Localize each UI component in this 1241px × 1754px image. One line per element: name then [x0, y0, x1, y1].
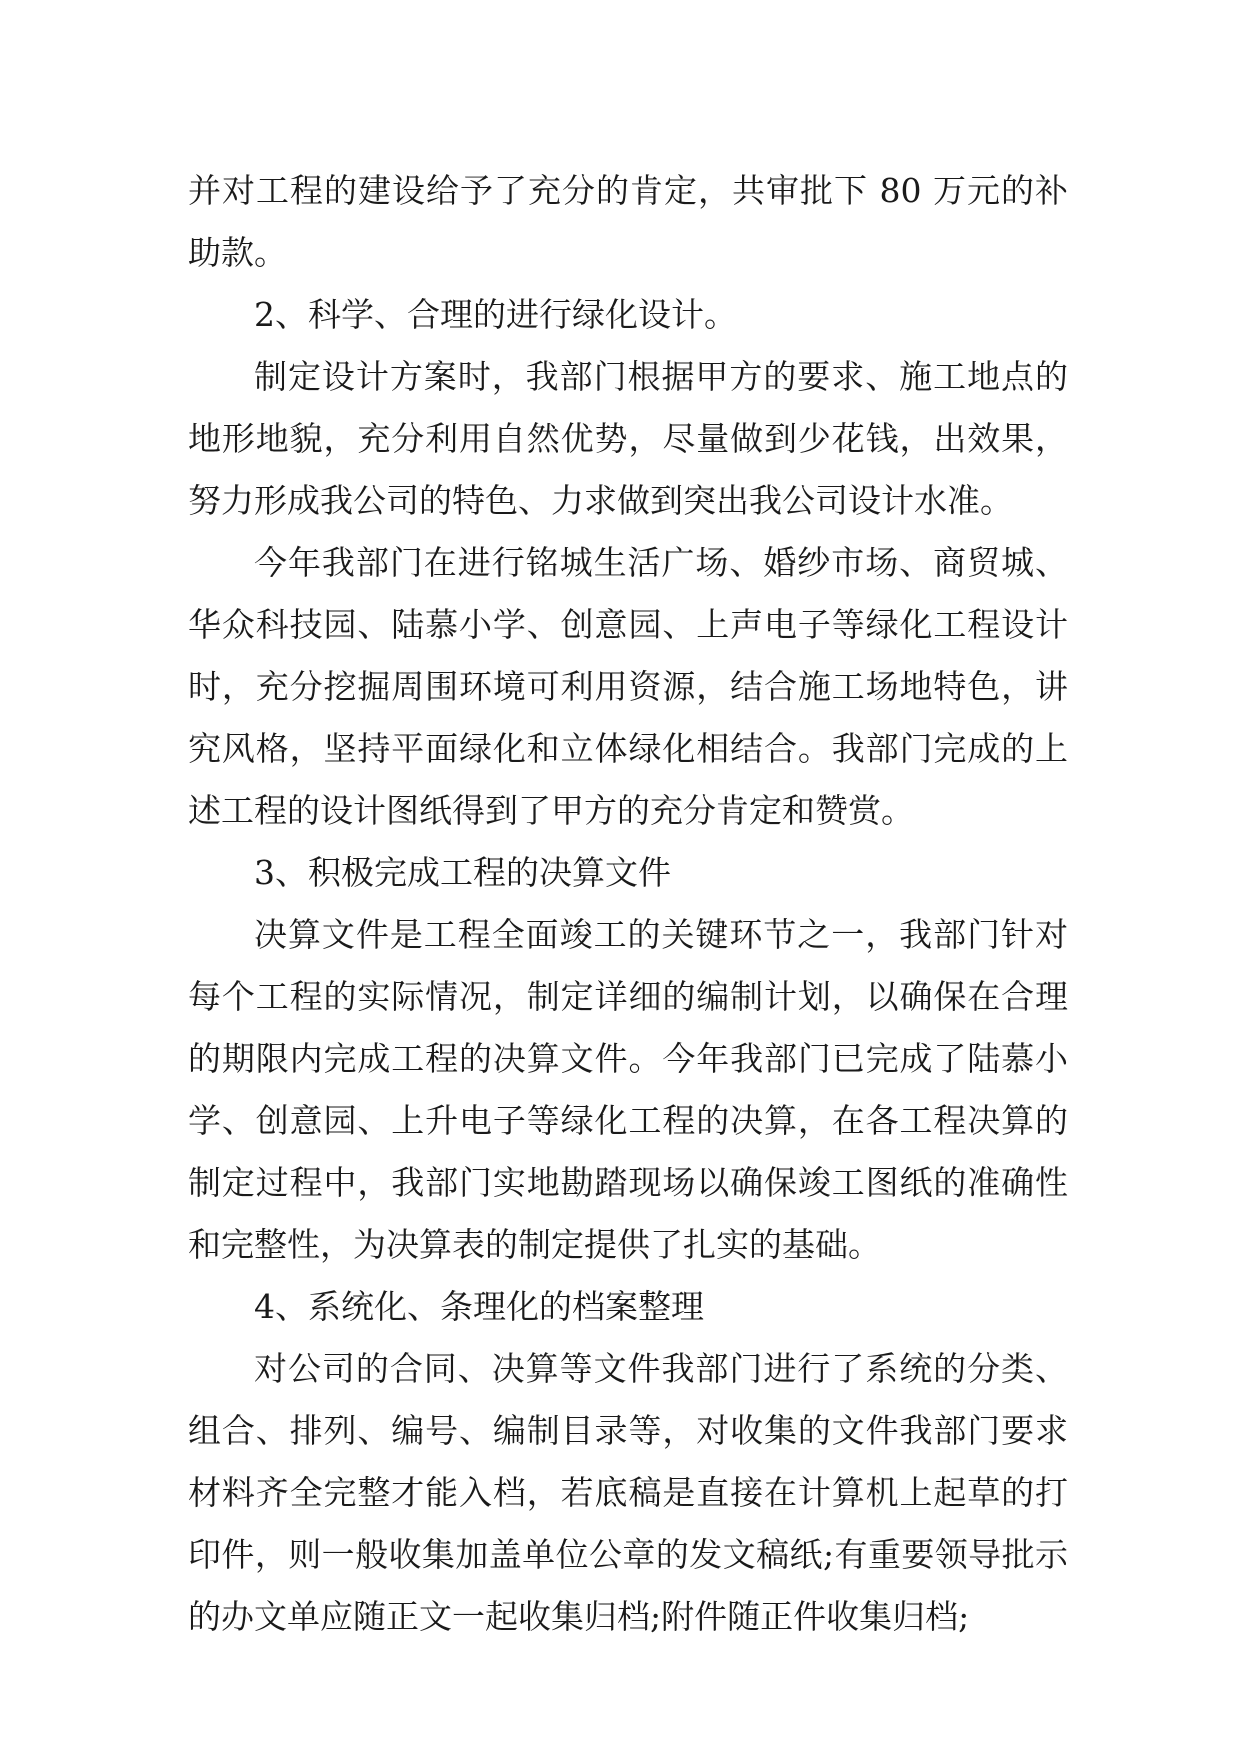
paragraph-final-accounts: 决算文件是工程全面竣工的关键环节之一，我部门针对每个工程的实际情况，制定详细的编制计划，以确保在合理的期限内完成工程的决算文件。今年我部门已完成了陆慕小学、创意园、上升电子等绿化工程的决算，在各工程决算的制定过程中，我部门实地勘踏现场以确保竣工图纸的准确性和完整性，为决算表的制定提供了扎实的基础。 [188, 915, 1068, 1264]
document-body [188, 160, 1068, 1648]
heading-final-accounts: 3、积极完成工程的决算文件 [254, 853, 671, 892]
paragraph-archive-management: 对公司的合同、决算等文件我部门进行了系统的分类、组合、排列、编号、编制目录等，对收集的文件我部门要求材料齐全完整才能入档，若底稿是直接在计算机上起草的打印件，则一般收集加盖单位公章的发文稿纸;有重要领导批示的办文单应随正文一起收集归档;附件随正件收集归档; [188, 1349, 1068, 1636]
paragraph-design-plan: 制定设计方案时，我部门根据甲方的要求、施工地点的地形地貌，充分利用自然优势，尽量做到少花钱，出效果，努力形成我公司的特色、力求做到突出我公司设计水准。 [188, 357, 1068, 520]
heading-archive-management: 4、系统化、条理化的档案整理 [254, 1287, 704, 1326]
heading-greening-design: 2、科学、合理的进行绿化设计。 [254, 295, 737, 334]
paragraph-continuation: 并对工程的建设给予了充分的肯定，共审批下 80 万元的补助款。 [188, 171, 1068, 272]
paragraph-design-projects: 今年我部门在进行铭城生活广场、婚纱市场、商贸城、华众科技园、陆慕小学、创意园、上声电子等绿化工程设计时，充分挖掘周围环境可利用资源，结合施工场地特色，讲究风格，坚持平面绿化和立体绿化相结合。我部门完成的上述工程的设计图纸得到了甲方的充分肯定和赞赏。 [188, 543, 1068, 830]
